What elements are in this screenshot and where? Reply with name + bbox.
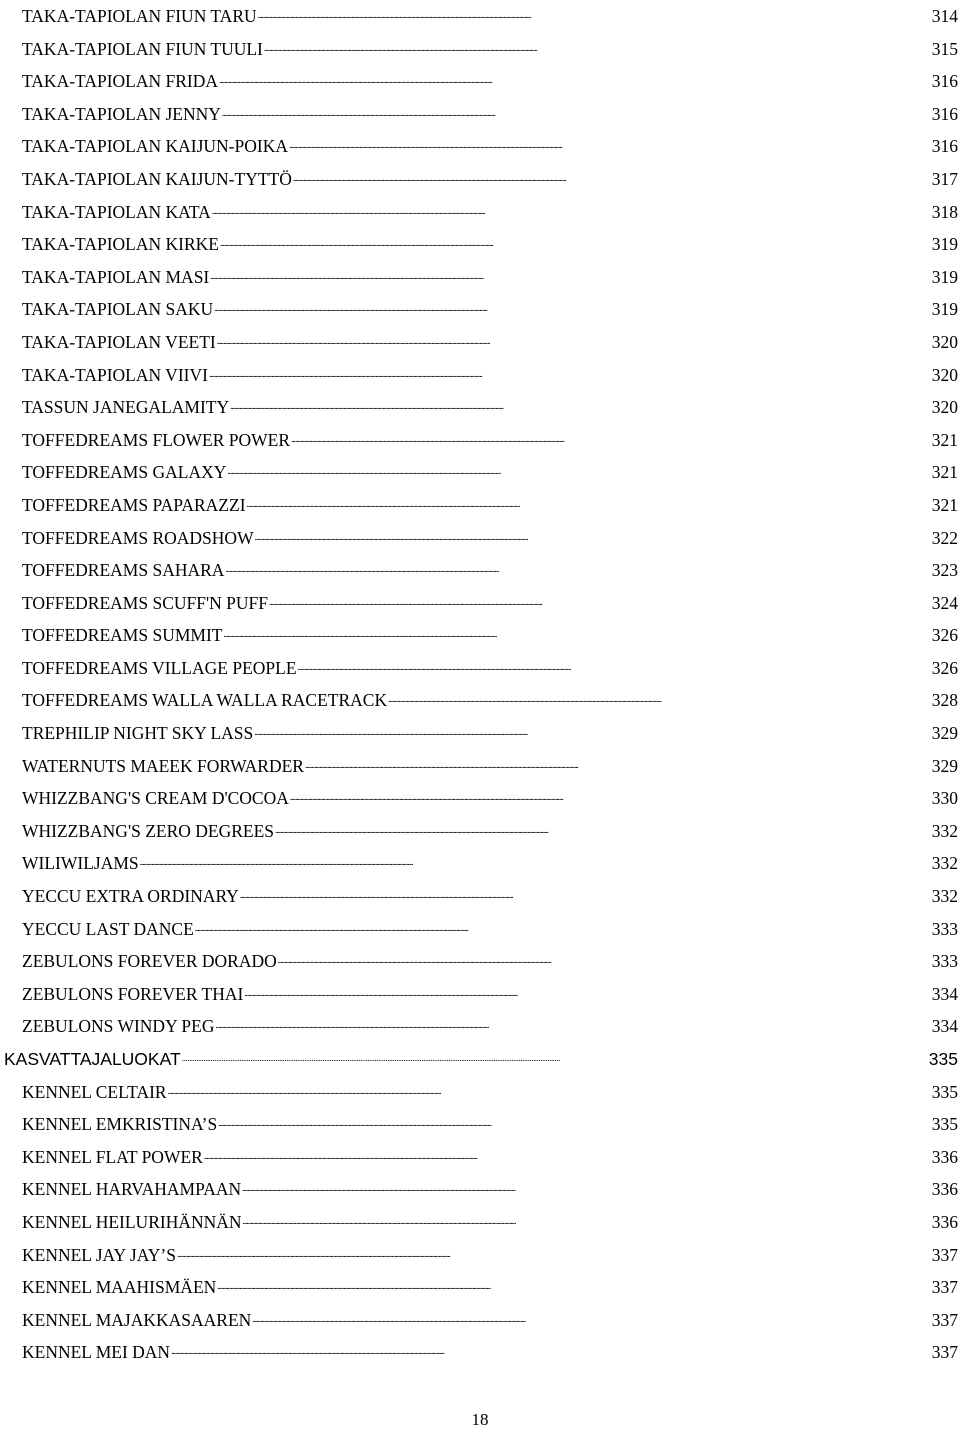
toc-entry[interactable] <box>22 1076 958 1109</box>
toc-entry-page: 329 <box>931 723 958 744</box>
dot-leader <box>290 787 928 805</box>
dot-leader <box>298 656 928 674</box>
dot-leader <box>216 1015 928 1033</box>
toc-entry[interactable] <box>22 652 958 685</box>
dot-leader <box>264 37 928 55</box>
toc-entry[interactable] <box>22 130 958 163</box>
dot-leader <box>177 1243 928 1261</box>
toc-entry-title: TAKA-TAPIOLAN KAIJUN-TYTTÖ <box>22 168 292 189</box>
toc-entry-title: TAKA-TAPIOLAN FIUN TUULI <box>22 38 263 59</box>
toc-entry-page: 337 <box>931 1309 958 1330</box>
dot-leader <box>291 428 928 446</box>
toc-entry[interactable] <box>22 1271 958 1304</box>
toc-entry-title: KENNEL MAAHISMÄEN <box>22 1277 217 1298</box>
toc-entry-title: TAKA-TAPIOLAN KATA <box>22 201 211 222</box>
toc-entry-page: 332 <box>931 820 958 841</box>
dot-leader <box>255 526 928 544</box>
dot-leader <box>269 591 928 609</box>
toc-entry-title: WILIWILJAMS <box>22 853 139 874</box>
toc-entry-page: 316 <box>931 71 958 92</box>
dot-leader <box>140 852 928 870</box>
dot-leader <box>195 917 928 935</box>
toc-entry-title: TOFFEDREAMS VILLAGE PEOPLE <box>22 657 297 678</box>
dot-leader <box>171 1341 928 1359</box>
toc-entry[interactable] <box>22 326 958 359</box>
dot-leader <box>305 754 928 772</box>
toc-entry[interactable] <box>22 554 958 587</box>
toc-entry-title: TASSUN JANEGALAMITY <box>22 397 230 418</box>
toc-entry-page: 333 <box>931 918 958 939</box>
toc-entry-title: TOFFEDREAMS WALLA WALLA RACETRACK <box>22 690 388 711</box>
dot-leader <box>204 1145 928 1163</box>
dot-leader <box>242 1178 928 1196</box>
toc-entry[interactable] <box>22 489 958 522</box>
toc-section-heading[interactable] <box>4 1043 958 1076</box>
toc-entry[interactable] <box>22 1304 958 1337</box>
toc-entry-page: 324 <box>931 592 958 613</box>
toc-entry[interactable] <box>22 261 958 294</box>
dot-leader <box>214 298 928 316</box>
toc-entry[interactable] <box>22 1173 958 1206</box>
toc-entry-page: 337 <box>931 1244 958 1265</box>
dot-leader <box>275 819 928 837</box>
toc-entry[interactable] <box>22 782 958 815</box>
toc-entry-title: ZEBULONS FOREVER THAI <box>22 983 244 1004</box>
toc-entry[interactable] <box>22 228 958 261</box>
toc-entry-title: KENNEL MAJAKKASAAREN <box>22 1309 252 1330</box>
toc-entry-title: TOFFEDREAMS ROADSHOW <box>22 527 254 548</box>
toc-entry-title: TOFFEDREAMS SUMMIT <box>22 625 223 646</box>
toc-entry-title: TAKA-TAPIOLAN KAIJUN-POIKA <box>22 136 288 157</box>
page-number: 18 <box>471 1410 489 1429</box>
toc-entry-page: 323 <box>931 560 958 581</box>
toc-entry-page: 321 <box>931 429 958 450</box>
toc-entry-page: 334 <box>931 983 958 1004</box>
toc-entry-title: YECCU LAST DANCE <box>22 918 194 939</box>
toc-entry-title: TOFFEDREAMS FLOWER POWER <box>22 429 291 450</box>
toc-entry-page: 315 <box>931 38 958 59</box>
toc-entry-page: 317 <box>931 168 958 189</box>
toc-entry-title: TREPHILIP NIGHT SKY LASS <box>22 723 254 744</box>
toc-entry-page: 321 <box>931 494 958 515</box>
toc-entry[interactable] <box>22 359 958 392</box>
toc-entry[interactable] <box>22 619 958 652</box>
dot-leader <box>217 1276 927 1294</box>
toc-entry[interactable] <box>22 98 958 131</box>
dot-leader <box>278 950 928 968</box>
toc-entry-title: KENNEL HEILURIHÄNNÄN <box>22 1211 242 1232</box>
toc-entry-title: TOFFEDREAMS PAPARAZZI <box>22 494 246 515</box>
toc-entry-title: WHIZZBANG'S ZERO DEGREES <box>22 820 275 841</box>
dot-leader <box>220 233 928 251</box>
toc-entry-title: KENNEL MEI DAN <box>22 1342 171 1363</box>
toc-entry[interactable] <box>22 945 958 978</box>
toc-entry[interactable] <box>22 456 958 489</box>
toc-entry-title: TAKA-TAPIOLAN SAKU <box>22 299 214 320</box>
toc-entry[interactable] <box>22 1336 958 1369</box>
toc-entry-page: 333 <box>931 951 958 972</box>
dot-leader <box>293 167 928 185</box>
toc-entry-page: 316 <box>931 136 958 157</box>
dot-leader <box>182 1048 925 1066</box>
toc-entry[interactable] <box>22 1206 958 1239</box>
toc-entry-page: 335 <box>931 1114 958 1135</box>
toc-entry-page: 336 <box>931 1146 958 1167</box>
toc-entry-title: TAKA-TAPIOLAN MASI <box>22 266 210 287</box>
toc-entry-page: 337 <box>931 1342 958 1363</box>
toc-entry-page: 326 <box>931 657 958 678</box>
toc-entry[interactable] <box>22 684 958 717</box>
toc-entry-page: 320 <box>931 331 958 352</box>
toc-entry-title: TOFFEDREAMS SCUFF'N PUFF <box>22 592 268 613</box>
toc-entry-title: TAKA-TAPIOLAN VEETI <box>22 331 216 352</box>
toc-entry-title: TAKA-TAPIOLAN FRIDA <box>22 71 219 92</box>
dot-leader <box>217 330 928 348</box>
toc-entry-page: 316 <box>931 103 958 124</box>
toc-entry[interactable] <box>22 717 958 750</box>
toc-entry-page: 314 <box>931 6 958 26</box>
toc-entry[interactable] <box>22 1010 958 1043</box>
toc-entry-page: 329 <box>931 755 958 776</box>
dot-leader <box>168 1080 928 1098</box>
dot-leader <box>222 102 928 120</box>
dot-leader <box>240 885 928 903</box>
toc-entry[interactable] <box>22 293 958 326</box>
table-of-contents <box>4 0 958 1369</box>
toc-entry-page: 334 <box>931 1016 958 1037</box>
dot-leader <box>258 5 928 23</box>
toc-entry[interactable] <box>22 815 958 848</box>
toc-entry-page: 326 <box>931 625 958 646</box>
toc-entry[interactable] <box>22 391 958 424</box>
dot-leader <box>252 1308 927 1326</box>
toc-entry-page: 321 <box>931 462 958 483</box>
toc-entry-page: 318 <box>931 201 958 222</box>
toc-entry-page: 332 <box>931 886 958 907</box>
toc-entry-title: KENNEL FLAT POWER <box>22 1146 203 1167</box>
toc-entry-title: TAKA-TAPIOLAN FIUN TARU <box>22 6 257 26</box>
toc-entry-title: TOFFEDREAMS GALAXY <box>22 462 227 483</box>
toc-entry-title: TAKA-TAPIOLAN KIRKE <box>22 234 219 255</box>
toc-entry[interactable] <box>22 913 958 946</box>
dot-leader <box>388 689 928 707</box>
toc-entry-page: 320 <box>931 364 958 385</box>
toc-entry[interactable] <box>22 1108 958 1141</box>
toc-entry[interactable] <box>22 880 958 913</box>
dot-leader <box>210 265 927 283</box>
toc-entry-page: 319 <box>931 234 958 255</box>
dot-leader <box>225 559 927 577</box>
toc-entry-page: 336 <box>931 1211 958 1232</box>
toc-entry-page: 332 <box>931 853 958 874</box>
toc-entry-title: KENNEL EMKRISTINA’S <box>22 1114 218 1135</box>
toc-entry-title: YECCU EXTRA ORDINARY <box>22 886 239 907</box>
dot-leader <box>223 624 927 642</box>
dot-leader <box>254 722 928 740</box>
toc-entry[interactable] <box>22 847 958 880</box>
toc-entry-page: 328 <box>931 690 958 711</box>
toc-entry-page: 319 <box>931 299 958 320</box>
dot-leader <box>209 363 928 381</box>
toc-entry-title: KENNEL CELTAIR <box>22 1081 167 1102</box>
toc-entry-title: WHIZZBANG'S CREAM D'COCOA <box>22 788 289 809</box>
toc-entry[interactable] <box>22 33 958 66</box>
toc-entry[interactable] <box>22 163 958 196</box>
toc-entry[interactable] <box>22 1141 958 1174</box>
toc-entry-page: 330 <box>931 788 958 809</box>
dot-leader <box>247 493 928 511</box>
toc-entry[interactable] <box>22 1239 958 1272</box>
toc-entry-title: TAKA-TAPIOLAN JENNY <box>22 103 221 124</box>
toc-entry-title: TOFFEDREAMS SAHARA <box>22 560 225 581</box>
toc-entry[interactable] <box>22 587 958 620</box>
toc-entry[interactable] <box>22 0 958 33</box>
toc-entry-title: TAKA-TAPIOLAN VIIVI <box>22 364 208 385</box>
toc-entry-page: 320 <box>931 397 958 418</box>
toc-entry[interactable] <box>22 750 958 783</box>
toc-entry-title: WATERNUTS MAEEK FORWARDER <box>22 755 304 776</box>
toc-section-page: 335 <box>928 1049 958 1069</box>
toc-entry-title: KENNEL JAY JAY’S <box>22 1244 176 1265</box>
toc-entry[interactable] <box>22 65 958 98</box>
toc-entry-page: 322 <box>931 527 958 548</box>
dot-leader <box>230 396 928 414</box>
dot-leader <box>243 1210 928 1228</box>
dot-leader <box>219 70 928 88</box>
toc-entry[interactable] <box>22 196 958 229</box>
toc-entry-title: ZEBULONS WINDY PEG <box>22 1016 215 1037</box>
dot-leader <box>218 1113 928 1131</box>
dot-leader <box>227 461 927 479</box>
toc-entry-page: 335 <box>931 1081 958 1102</box>
toc-entry-page: 337 <box>931 1277 958 1298</box>
toc-entry[interactable] <box>22 424 958 457</box>
toc-entry-page: 319 <box>931 266 958 287</box>
toc-entry-title: ZEBULONS FOREVER DORADO <box>22 951 277 972</box>
toc-entry[interactable] <box>22 978 958 1011</box>
dot-leader <box>289 135 928 153</box>
dot-leader <box>212 200 928 218</box>
toc-entry[interactable] <box>22 522 958 555</box>
toc-entry-page: 336 <box>931 1179 958 1200</box>
toc-section-title: KASVATTAJALUOKAT <box>4 1049 181 1069</box>
dot-leader <box>244 982 927 1000</box>
toc-entry-title: KENNEL HARVAHAMPAAN <box>22 1179 242 1200</box>
